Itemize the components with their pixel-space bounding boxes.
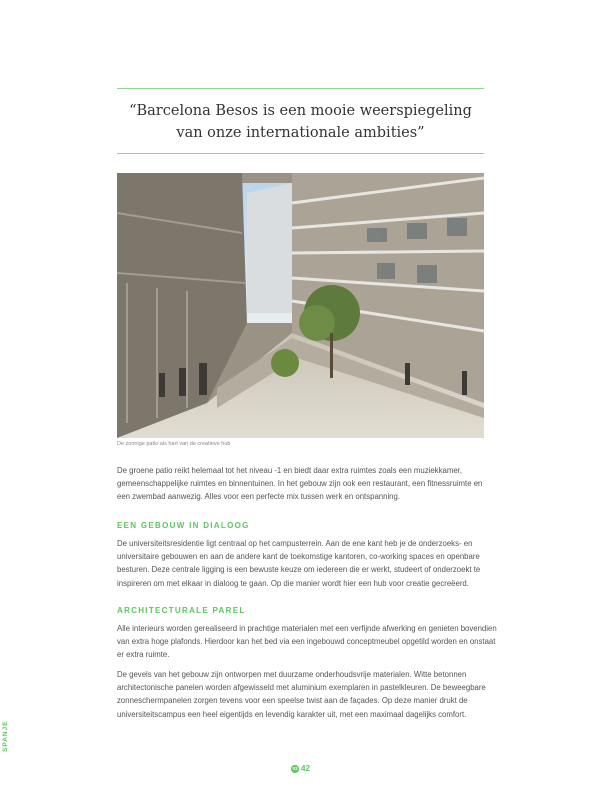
intro-paragraph [117,464,484,504]
dialoog-line: inspireren om met elkaar in dialoog te gaan. Op die manier wordt hier een hub voor creatie gecreëerd. [117,578,469,588]
section-heading-dialoog: EEN GEBOUW IN DIALOOG [117,521,250,530]
photo-caption: De zonnige patio als hart van de creatieve hub [117,441,231,447]
section-heading-parel: ARCHITECTURALE PAREL [117,606,246,615]
page-number [291,764,310,773]
dialoog-line: De universiteitsresidentie ligt centraal op het campusterrein. Aan de ene kant heb je de onderzoeks- en [117,539,473,548]
quote-line-2: van onze internationale ambities” [176,125,425,141]
parel-line: universiteitscampus een heel eigentijds en levendig karakter uit, met een maximaal dagelijks comfort. [117,709,467,719]
page-number-text: 42 [301,764,310,773]
courtyard-illustration [117,173,484,438]
courtyard-photo [117,173,484,438]
bottom-rule [117,153,484,154]
parel-paragraph-1 [117,622,497,662]
quote-line-1: “Barcelona Besos is een mooie weerspiegeling [129,103,472,119]
dialoog-line: universitaire gebouwen en aan de andere kant de toekomstige kantoren, co-working spaces en openbare [117,552,480,562]
page-prefix-badge: 03 [292,765,298,771]
parel-paragraph-2 [117,668,484,721]
pull-quote [117,100,484,144]
parel-line: Alle interieurs worden gerealiseerd in prachtige materialen met een verfijnde afwerking en genieten bovendien [117,624,497,633]
section-side-label: SPANJE [2,720,9,752]
intro-line: een zwembad aanwezig. Alles voor een perfecte mix tussen werk en ontspanning. [117,492,401,502]
parel-line: architectonische panelen worden afgewisseld met aluminium exemplaren in pastelkleuren. De beweegbare [117,683,486,693]
dialoog-line: besturen. Deze centrale ligging is een bewuste keuze om iedereen die er werkt, studeert of onderzoekt te [117,565,481,575]
parel-line: zonneschermpanelen zorgen tevens voor een speelse twist aan de façades. Op deze manier drukt de [117,696,468,706]
parel-line: De gevels van het gebouw zijn ontworpen met duurzame onderhoudsvrije materialen. Witte betonnen [117,670,467,679]
dialoog-paragraph [117,537,484,590]
top-rule [117,88,484,89]
parel-line: van extra hoge plafonds. Hierdoor kan het bed via een ingebouwd conceptmeubel opgetild worden en onstaat [117,637,496,647]
parel-line: er extra ruimte. [117,650,170,660]
intro-line: De groene patio reikt helemaal tot het niveau -1 en biedt daar extra ruimtes zoals een muziekkamer, [117,466,462,475]
intro-line: gemeenschappelijke ruimtes en binnentuinen. In het gebouw zijn ook een restaurant, een fitnessruimte en [117,479,483,489]
